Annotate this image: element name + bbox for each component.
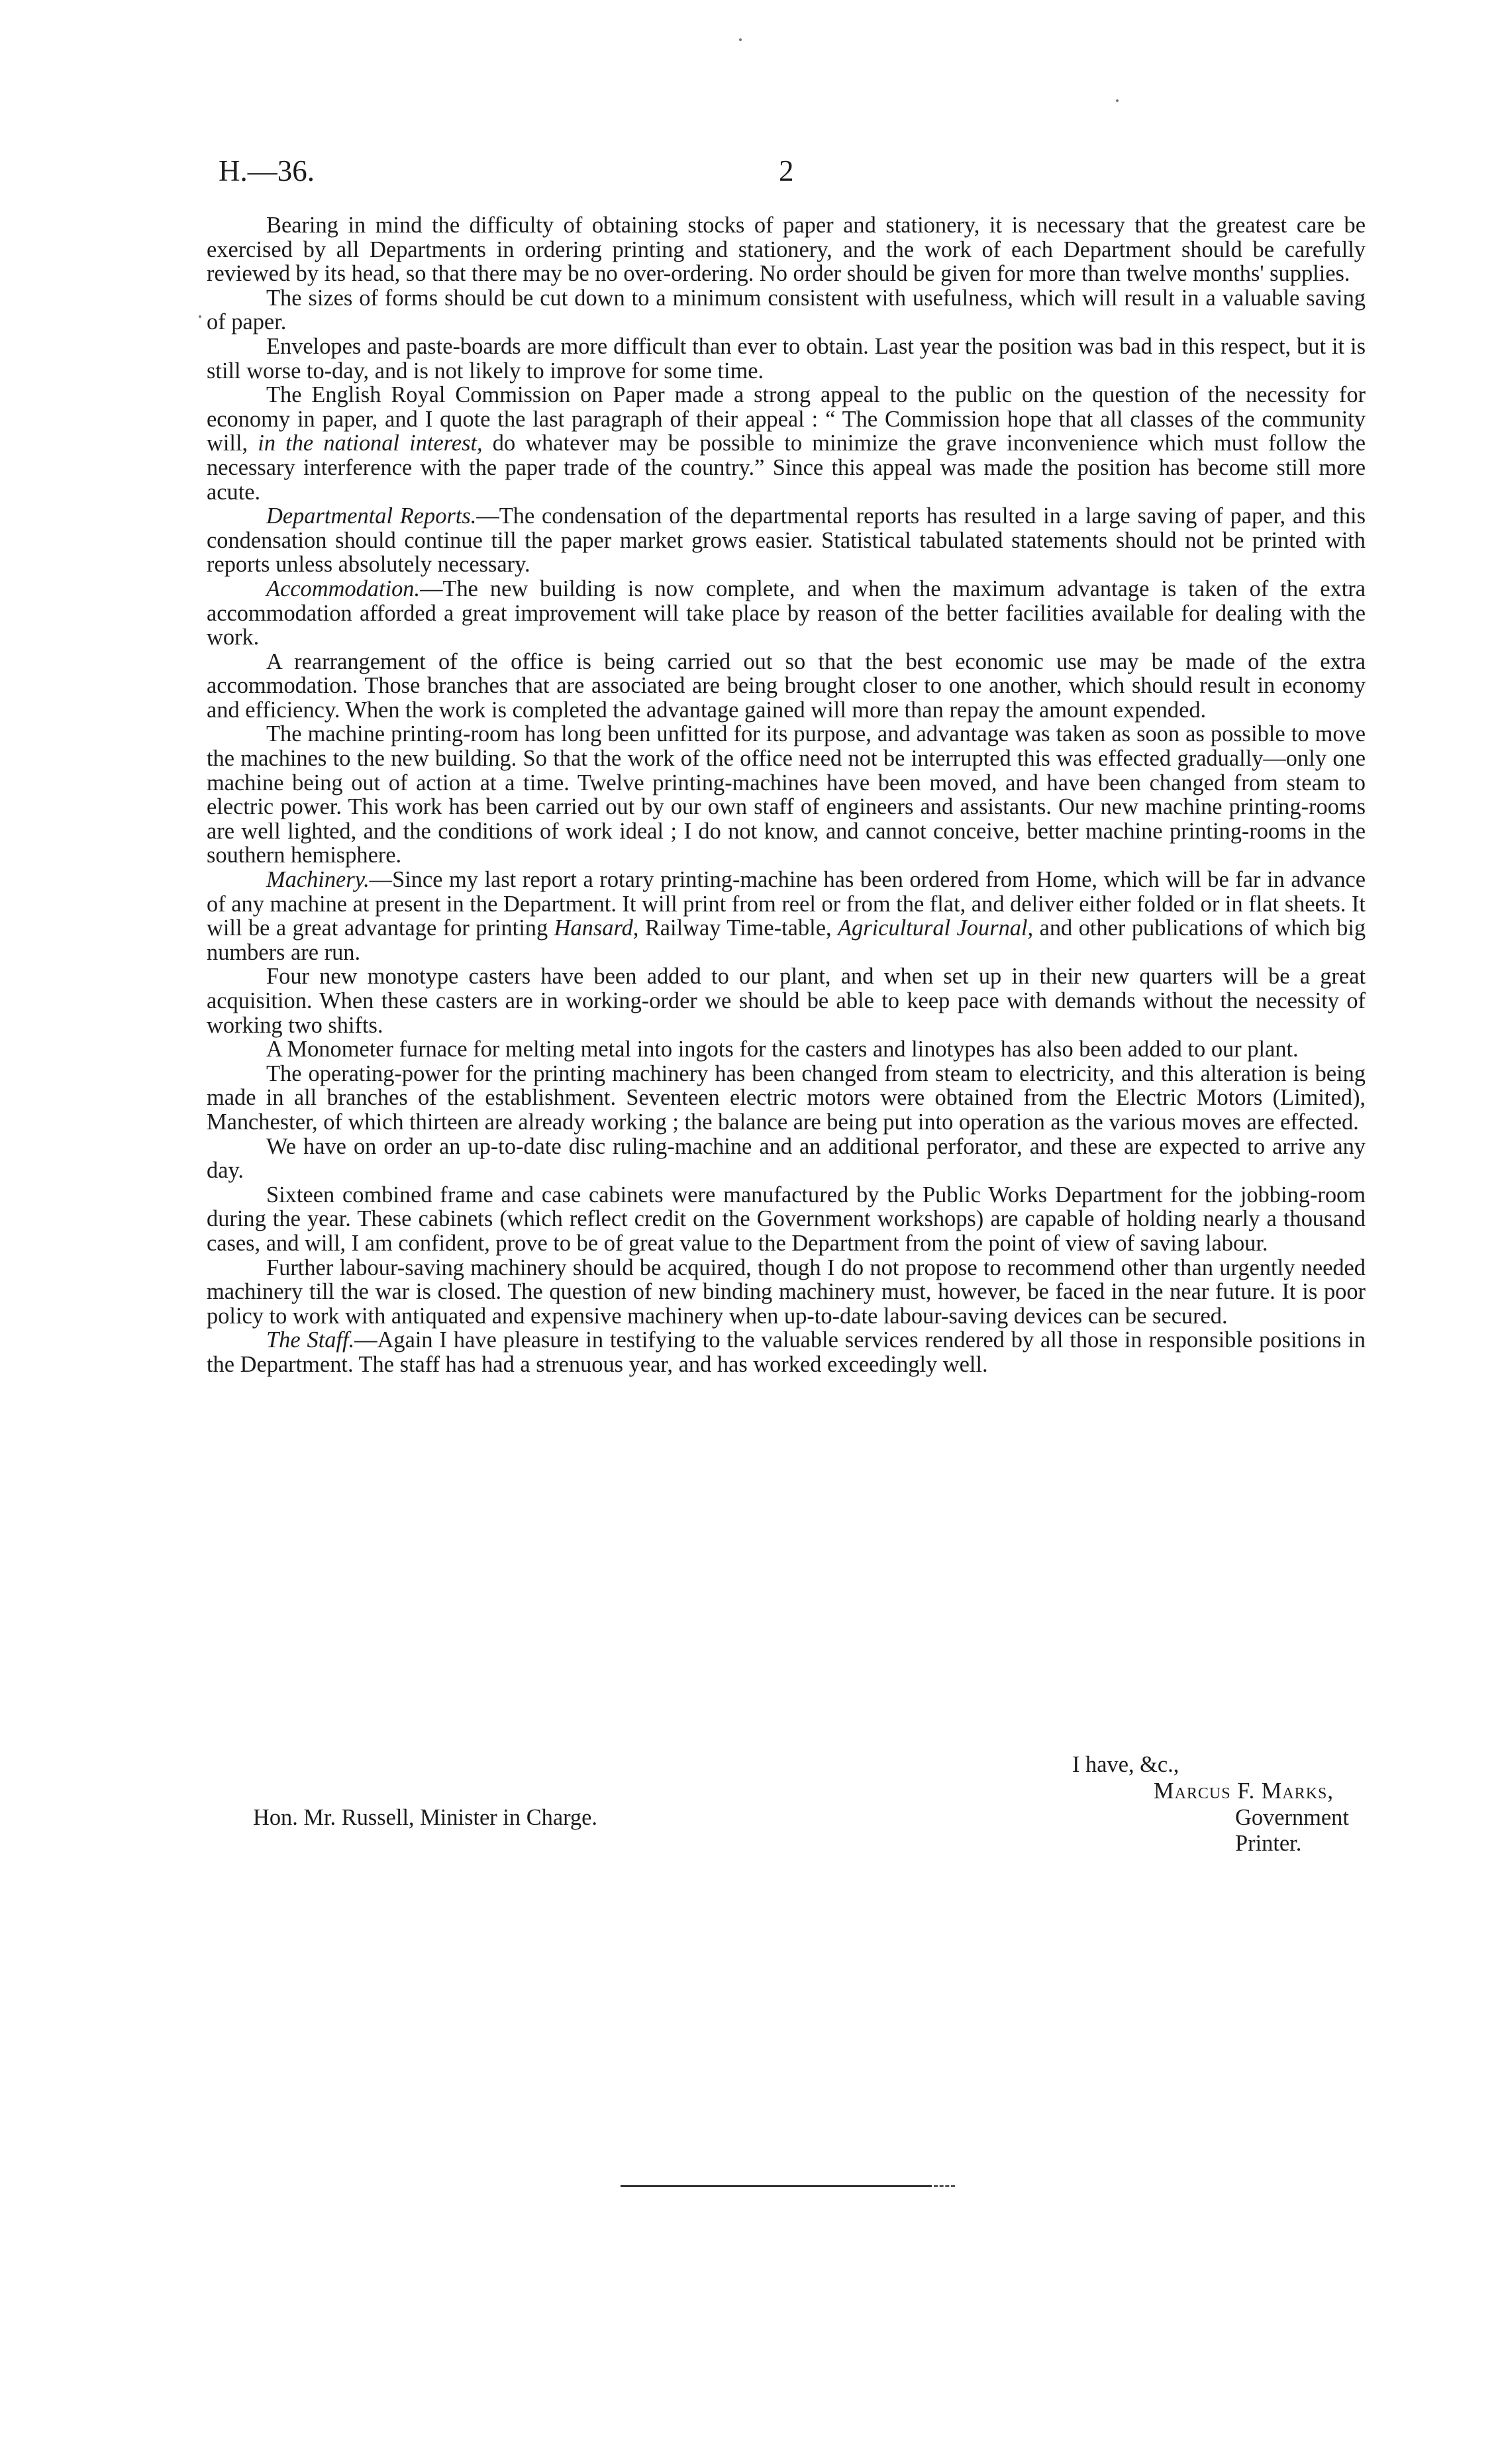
signer-name: Marcus F. Marks,: [1154, 1778, 1334, 1804]
section-heading: Departmental Reports.: [266, 503, 477, 529]
paragraph-text: A rearrangement of the office is being carried out so that the best economic use may be made of the extra accommodation. Those branches that are associated are being brought closer to one another, which should result in economy and efficiency. When the work is completed the advantage gained will more than repay the amount expended.: [207, 648, 1366, 723]
paragraph-machine-room: [207, 722, 1366, 868]
addressee: Hon. Mr. Russell, Minister in Charge.: [253, 1805, 597, 1830]
document-reference: H.—36.: [219, 154, 315, 187]
emphasis-text: in the national interest,: [258, 431, 483, 456]
section-heading: The Staff.: [266, 1327, 355, 1353]
paragraph-text: —Since my last report a rotary printing-machine has been ordered from Home, which will be far in advance of any machine at present in the Department. It will print from reel or from the flat, and deliver either folded or in flat sheets. It will be a great advantage for printing: [207, 867, 1366, 941]
paragraph-text: The machine printing-room has long been unfitted for its purpose, and advantage was taken as soon as possible to move the machines to the new building. So that the work of the office need not be interrupted this was effected gradually—only one machine being out of action at a time. Twelve printing-machines have been moved, and have been changed from steam to electric power. This work has been carried out by our own staff of engineers and assistants. Our new machine printing-rooms are well lighted, and the conditions of work ideal ; I do not know, and cannot conceive, better machine printing-rooms in the southern hemisphere.: [207, 721, 1366, 868]
paragraph-text: We have on order an up-to-date disc ruling-machine and an additional perforator, and these are expected to arrive any day.: [207, 1133, 1366, 1184]
paragraph-labour-saving: [207, 1256, 1366, 1329]
report-body: [207, 213, 1366, 1377]
closing-rule-tail: [934, 2185, 955, 2187]
paragraph-monotype: [207, 964, 1366, 1037]
paragraph-departmental-reports: [207, 504, 1366, 577]
paragraph-text: The operating-power for the printing machinery has been changed from steam to electricity, and this alteration is being made in all branches of the establishment. Seventeen electric motors were obtained from the Electric Motors (Limited), Manchester, of which thirteen are already working ; the balance are being put into operation as the various moves are effected.: [207, 1060, 1366, 1135]
paragraph-text: Sixteen combined frame and case cabinets were manufactured by the Public Works Department for the jobbing-room during the year. These cabinets (which reflect credit on the Government workshops) are capable of holding nearly a thousand cases, and will, I am confident, prove to be of great value to the Department from the point of view of saving labour.: [207, 1182, 1366, 1256]
closing-rule: [621, 2185, 932, 2187]
paragraph-cabinets: [207, 1183, 1366, 1256]
paragraph-text: do whatever may be possible to minimize the grave inconvenience which must follow the necessary interference with the paper trade of the country.” Since this appeal was made the position has become still more acute.: [207, 431, 1366, 505]
paragraph-text: —The condensation of the departmental reports has resulted in a large saving of paper, and this condensation should continue till the paper market grows easier. Statistical tabulated statements should not be printed with reports unless absolutely necessary.: [207, 503, 1366, 578]
paragraph-staff: [207, 1328, 1366, 1376]
scan-speck: [199, 315, 201, 318]
paragraph-text: Bearing in mind the difficulty of obtaining stocks of paper and stationery, it is necessary that the greatest care be exercised by all Departments in ordering printing and stationery, and the work of each Department should be carefully reviewed by its head, so that there may be no over-ordering. No order should be given for more than twelve months' supplies.: [207, 213, 1366, 287]
paragraph-text: Envelopes and paste-boards are more difficult than ever to obtain. Last year the position was bad in this respect, but it is still worse to-day, and is not likely to improve for some time.: [207, 333, 1366, 384]
paragraph-envelopes: [207, 334, 1366, 383]
page-header: [219, 154, 1298, 193]
scan-speck: [1116, 99, 1119, 102]
paragraph-furnace: [207, 1037, 1366, 1062]
paragraph-text: The sizes of forms should be cut down to a minimum consistent with usefulness, which will result in a valuable saving of paper.: [207, 285, 1366, 335]
paragraph-rearrangement: [207, 650, 1366, 723]
paragraph-royal-commission: [207, 383, 1366, 504]
paragraph-text: Further labour-saving machinery should be acquired, though I do not propose to recommend other than urgently needed machinery till the war is closed. The question of new binding machinery must, however, be faced in the near future. It is poor policy to work with antiquated and expensive machinery when up-to-date labour-saving devices can be secured.: [207, 1255, 1366, 1329]
emphasis-text: Hansard,: [554, 915, 639, 941]
signer-title: Government Printer.: [1235, 1805, 1349, 1856]
paragraph-paper-stocks: [207, 213, 1366, 286]
paragraph-text: A Monometer furnace for melting metal into ingots for the casters and linotypes has also been added to our plant.: [266, 1037, 1299, 1062]
paragraph-text: —The new building is now complete, and when the maximum advantage is taken of the extra accommodation afforded a great improvement will take place by reason of the better facilities available for dealing with the work.: [207, 576, 1366, 650]
paragraph-machinery: [207, 868, 1366, 964]
closing-line: I have, &c.,: [1072, 1752, 1179, 1777]
paragraph-form-sizes: [207, 286, 1366, 334]
section-heading: Machinery.: [266, 867, 370, 893]
section-heading: Accommodation.: [266, 576, 421, 601]
emphasis-text: Agricultural Journal,: [838, 915, 1034, 941]
scan-speck: [739, 38, 742, 41]
paragraph-text: The English Royal Commission on Paper made a strong appeal to the public on the question of the necessity for economy in paper, and I quote the last paragraph of their appeal : “ The Commission hope that all classes of the community will,: [207, 382, 1366, 456]
paragraph-ruling-machine: [207, 1135, 1366, 1183]
paragraph-accommodation: [207, 577, 1366, 650]
paragraph-operating-power: [207, 1062, 1366, 1135]
paragraph-text: Railway Time-table,: [638, 915, 838, 941]
paragraph-text: Four new monotype casters have been added to our plant, and when set up in their new quarters will be a great acquisition. When these casters are in working-order we should be able to keep pace with demands without the necessity of working two shifts.: [207, 964, 1366, 1038]
page-number: 2: [779, 154, 794, 187]
signature-block: [207, 1752, 1366, 1858]
paragraph-text: —Again I have pleasure in testifying to the valuable services rendered by all those in responsible positions in the Department. The staff has had a strenuous year, and has worked exceedingly well.: [207, 1327, 1366, 1377]
paragraph-text: and other publications of which big numbers are run.: [207, 915, 1366, 965]
